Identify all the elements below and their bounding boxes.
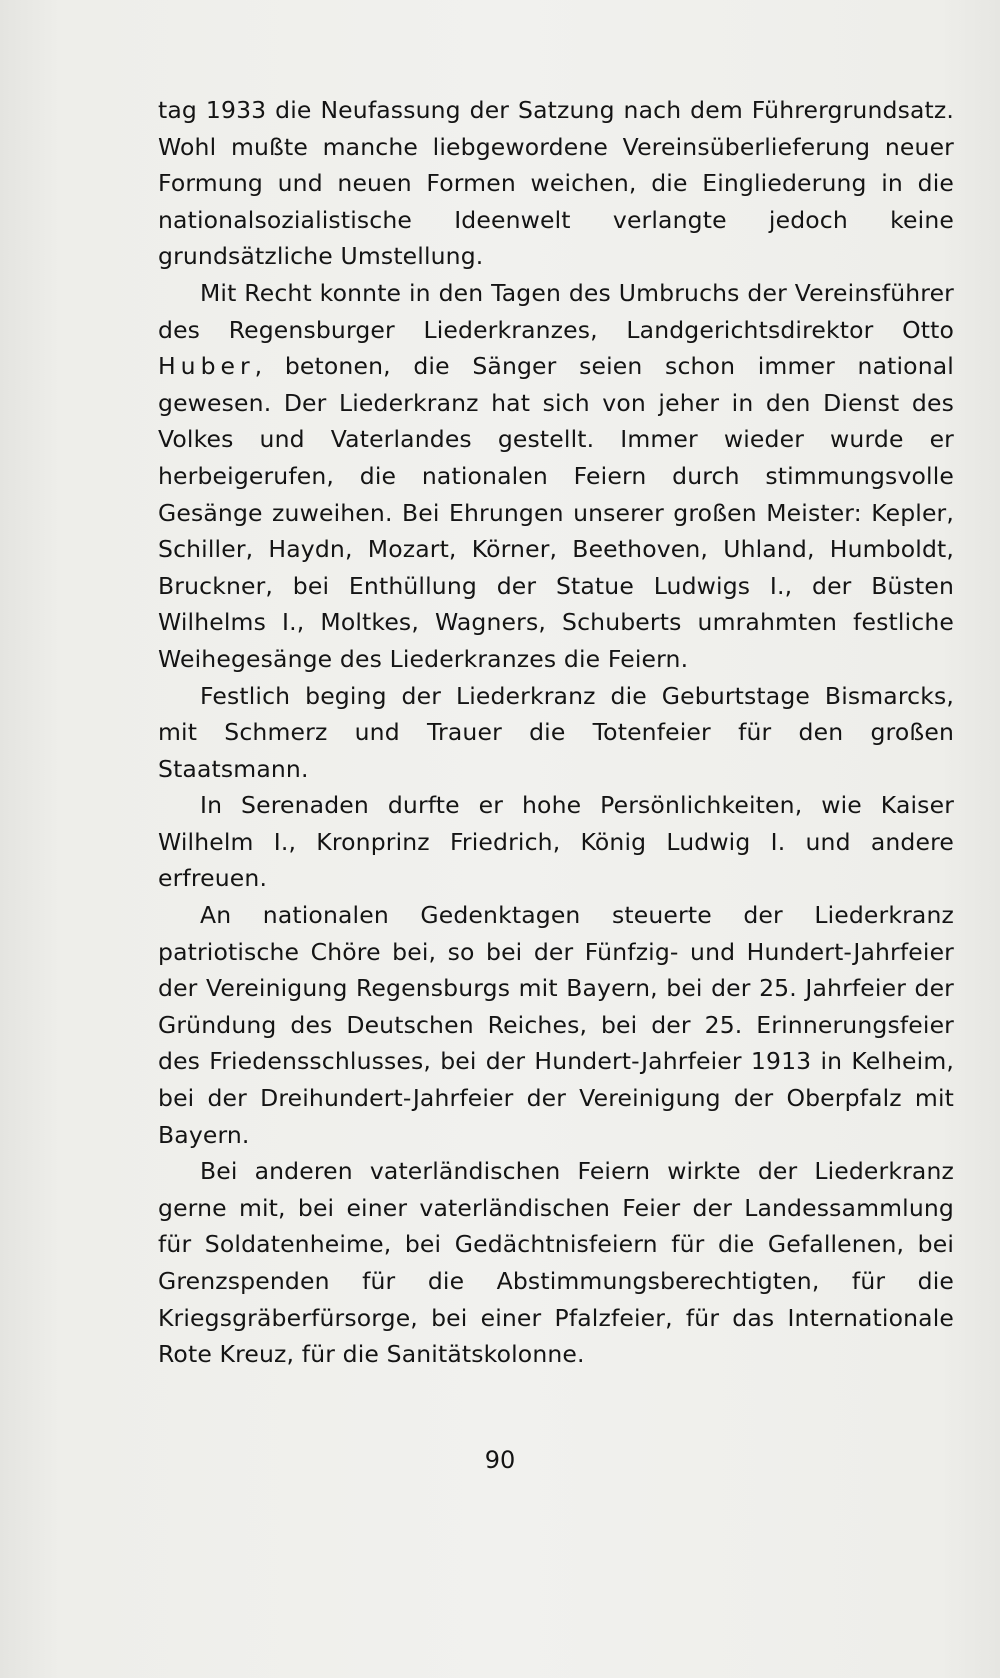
paragraph-2: [158, 275, 954, 678]
paragraph-2-text-after: , betonen, die Sänger seien schon immer national gewesen. Der Liederkranz hat sich von jeher in den Dienst des Volkes und Vaterlandes gestellt. Immer wieder wurde er herbeigerufen, die nationalen Feiern durch stimmungsvolle Gesänge zuweihen. Bei Ehrungen unserer großen Meister: Kepler, Schiller, Haydn, Mozart, Körner, Beethoven, Uhland, Humboldt, Bruckner, bei Enthüllung der Statue Ludwigs I., der Büsten Wilhelms I., Moltkes, Wagners, Schuberts umrahmten festliche Weihegesänge des Liederkranzes die Feiern.: [158, 352, 954, 673]
paragraph-3: Festlich beging der Liederkranz die Geburtstage Bismarcks, mit Schmerz und Trauer die Totenfeier für den großen Staatsmann.: [158, 681, 954, 783]
body-text: [158, 92, 954, 1373]
spaced-name: Huber: [158, 352, 255, 381]
paragraph-6: Bei anderen vaterländischen Feiern wirkte der Liederkranz gerne mit, bei einer vaterländischen Feier der Landessammlung für Soldatenheime, bei Gedächtnisfeiern für die Gefallenen, bei Grenzspenden für die Abstimmungsberechtigten, für die Kriegsgräberfürsorge, bei einer Pfalzfeier, für das Internationale Rote Kreuz, für die Sanitätskolonne.: [158, 1157, 954, 1369]
paragraph-5: An nationalen Gedenktagen steuerte der Liederkranz patriotische Chöre bei, so bei der Fünfzig- und Hundert-Jahrfeier der Vereinigung Regensburgs mit Bayern, bei der 25. Jahrfeier der Gründung des Deutschen Reiches, bei der 25. Erinnerungsfeier des Friedensschlusses, bei der Hundert-Jahrfeier 1913 in Kelheim, bei der Dreihundert-Jahrfeier der Vereinigung der Oberpfalz mit Bayern.: [158, 901, 954, 1149]
page-number: 90: [484, 1446, 516, 1474]
paragraph-4: In Serenaden durfte er hohe Persönlichkeiten, wie Kaiser Wilhelm I., Kronprinz Friedrich, König Ludwig I. und andere erfreuen.: [158, 791, 954, 893]
paragraph-2-text-before: Mit Recht konnte in den Tagen des Umbruchs der Vereinsführer des Regensburger Liederkranzes, Landgerichtsdirektor Otto: [158, 278, 954, 344]
paragraph-1: tag 1933 die Neufassung der Satzung nach dem Führergrundsatz. Wohl mußte manche liebgewordene Vereinsüberlieferung neuer Formung und neuen Formen weichen, die Eingliederung in die nationalsozialistische Ideenwelt verlangte jedoch keine grundsätzliche Umstellung.: [158, 96, 954, 271]
